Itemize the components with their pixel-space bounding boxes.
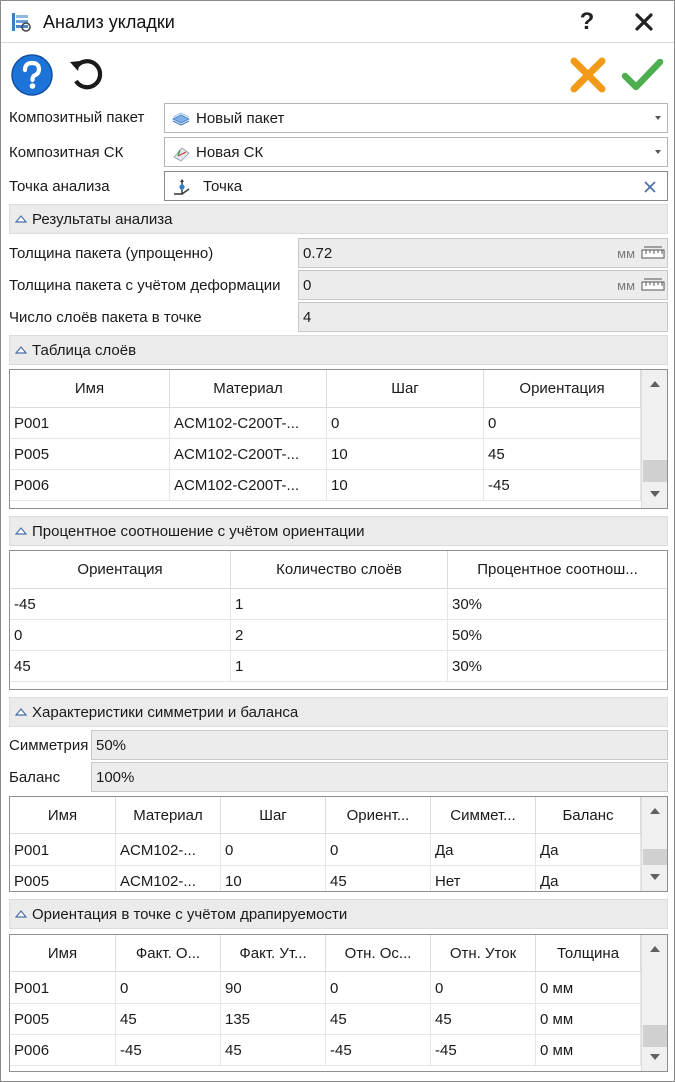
scroll-thumb[interactable] (643, 849, 667, 865)
title-bar (1, 1, 674, 43)
cell-symmetry: Нет (431, 866, 536, 892)
table-row[interactable] (10, 866, 641, 892)
cell-balance: Да (536, 866, 641, 892)
layers-table-title: Таблица слоёв (32, 342, 137, 359)
column-header[interactable]: Факт. Ут... (221, 935, 326, 973)
cell-actual-warp: 45 (116, 1004, 221, 1035)
drape-orientation-table (9, 934, 668, 1072)
refresh-icon[interactable] (65, 53, 109, 97)
scroll-down-icon[interactable] (650, 874, 660, 880)
layers-table (9, 369, 668, 509)
column-header[interactable]: Отн. Уток (431, 935, 536, 973)
table-row[interactable] (10, 1004, 641, 1035)
cell-orientation: -45 (484, 470, 641, 501)
column-header[interactable]: Ориент... (326, 797, 431, 835)
ok-icon[interactable] (620, 53, 664, 97)
thickness-deform-field (298, 270, 668, 300)
table-row[interactable] (10, 620, 667, 651)
symmetry-label: Симметрия (9, 737, 89, 754)
composite-pack-value: Новый пакет (196, 110, 285, 127)
column-header[interactable]: Ориентация (484, 370, 641, 408)
cell-orientation: 0 (10, 620, 231, 651)
cell-actual-warp: -45 (116, 1035, 221, 1066)
chevron-down-icon[interactable] (655, 150, 661, 154)
column-header[interactable]: Симмет... (431, 797, 536, 835)
cell-relative-warp: -45 (326, 1035, 431, 1066)
symmetry-balance-table (9, 796, 668, 892)
cell-relative-weft: -45 (431, 1035, 536, 1066)
ruler-icon[interactable] (641, 244, 665, 263)
thickness-simple-field (298, 238, 668, 268)
cell-thickness: 0 мм (536, 1004, 641, 1035)
window-title: Анализ укладки (43, 12, 175, 32)
table-row[interactable] (10, 408, 641, 439)
title-help-button[interactable]: ? (579, 8, 595, 35)
table-row[interactable] (10, 651, 667, 682)
table-row[interactable] (10, 973, 641, 1004)
stack-icon (171, 110, 191, 128)
cell-name: P005 (10, 866, 116, 892)
orientation-percent-table (9, 550, 668, 690)
column-header[interactable]: Процентное соотнош... (477, 561, 638, 578)
layer-count-value: 4 (303, 309, 312, 326)
composite-pack-select[interactable] (164, 103, 668, 133)
cell-material: ACM102-C200T-... (170, 470, 327, 501)
scroll-thumb[interactable] (643, 460, 667, 482)
symmetry-balance-section-header[interactable] (9, 697, 668, 727)
column-header[interactable]: Имя (10, 797, 116, 835)
drape-orientation-title: Ориентация в точке с учётом драпируемости (32, 906, 348, 923)
orientation-percent-title: Процентное соотношение с учётом ориентации (32, 523, 365, 540)
collapse-triangle-icon (15, 707, 27, 716)
composite-cs-value: Новая СК (196, 144, 264, 161)
column-header[interactable]: Отн. Ос... (326, 935, 431, 973)
column-header[interactable]: Имя (10, 935, 116, 973)
cell-name: P006 (10, 470, 170, 501)
table-header (10, 551, 667, 589)
scroll-up-icon[interactable] (650, 381, 660, 387)
column-header[interactable]: Баланс (536, 797, 641, 835)
layer-count-field (298, 302, 668, 332)
column-header[interactable]: Факт. О... (116, 935, 221, 973)
cell-material: ACM102-C200T-... (170, 408, 327, 439)
symmetry-balance-title: Характеристики симметрии и баланса (32, 704, 299, 721)
balance-field (91, 762, 668, 792)
cell-name: P005 (10, 1004, 116, 1035)
thickness-simple-value: 0.72 (303, 245, 333, 262)
table-row[interactable] (10, 835, 641, 866)
cell-orientation: 45 (10, 651, 231, 682)
scroll-down-icon[interactable] (650, 491, 660, 497)
cell-material: ACM102-... (116, 866, 221, 892)
help-icon[interactable] (10, 53, 54, 97)
cell-material: ACM102-C200T-... (170, 439, 327, 470)
scroll-up-icon[interactable] (650, 946, 660, 952)
cell-layer-count: 1 (231, 651, 448, 682)
clear-icon[interactable] (643, 180, 657, 194)
results-section-header[interactable] (9, 204, 668, 234)
orientation-percent-section-header[interactable] (9, 516, 668, 546)
cell-name: P001 (10, 408, 170, 439)
cell-actual-weft: 90 (221, 973, 326, 1004)
cell-orientation: 0 (484, 408, 641, 439)
cell-relative-weft: 0 (431, 973, 536, 1004)
analysis-point-field[interactable] (164, 171, 668, 201)
point-icon (171, 178, 193, 196)
column-header[interactable]: Материал (170, 370, 327, 408)
table-header (10, 370, 641, 408)
layer-count-label: Число слоёв пакета в точке (9, 309, 202, 326)
cell-step: 0 (327, 408, 484, 439)
results-section-title: Результаты анализа (32, 211, 173, 228)
close-icon[interactable] (629, 7, 659, 37)
cell-step: 10 (221, 866, 326, 892)
composite-cs-label: Композитная СК (9, 144, 124, 161)
table-header (10, 935, 641, 972)
thickness-deform-unit: мм (617, 278, 635, 293)
column-header[interactable]: Количество слоёв (231, 551, 448, 589)
vertical-scrollbar[interactable] (641, 935, 667, 1071)
column-header[interactable]: Толщина (536, 935, 641, 973)
table-header (10, 797, 641, 834)
collapse-triangle-icon (15, 345, 27, 354)
cell-percent: 50% (452, 627, 483, 644)
chevron-down-icon[interactable] (655, 116, 661, 120)
cell-thickness: 0 мм (536, 973, 641, 1004)
scroll-down-icon[interactable] (650, 1054, 660, 1060)
cell-actual-warp: 0 (116, 973, 221, 1004)
symmetry-field (91, 730, 668, 760)
thickness-simple-label: Толщина пакета (упрощенно) (9, 245, 214, 262)
cell-symmetry: Да (431, 835, 536, 866)
collapse-triangle-icon (15, 214, 27, 223)
cell-name: P005 (10, 439, 170, 470)
cell-relative-weft: 45 (431, 1004, 536, 1035)
scroll-thumb[interactable] (643, 1025, 667, 1047)
scroll-up-icon[interactable] (650, 808, 660, 814)
cell-name: P001 (10, 835, 116, 866)
thickness-deform-value: 0 (303, 277, 312, 294)
thickness-deform-label: Толщина пакета с учётом деформации (9, 277, 281, 294)
composite-cs-select[interactable] (164, 137, 668, 167)
ruler-icon[interactable] (641, 276, 665, 295)
analysis-point-value: Точка (203, 178, 243, 195)
coordinate-system-icon (171, 144, 191, 162)
vertical-scrollbar[interactable] (641, 797, 667, 891)
cell-orientation: -45 (10, 589, 231, 620)
cell-thickness: 0 мм (536, 1035, 641, 1066)
column-header[interactable]: Шаг (221, 797, 326, 835)
thickness-simple-unit: мм (617, 246, 635, 261)
cell-balance: Да (536, 835, 641, 866)
cell-step: 10 (327, 470, 484, 501)
table-row[interactable] (10, 439, 641, 470)
cell-layer-count: 1 (231, 589, 448, 620)
cell-material: ACM102-... (116, 835, 221, 866)
composite-pack-label: Композитный пакет (9, 109, 145, 126)
collapse-triangle-icon (15, 526, 27, 535)
cell-relative-warp: 45 (326, 1004, 431, 1035)
balance-value: 100% (96, 769, 135, 786)
cell-percent: 30% (452, 596, 483, 613)
column-header[interactable]: Материал (116, 797, 221, 835)
layers-table-section-header[interactable] (9, 335, 668, 365)
vertical-scrollbar[interactable] (641, 370, 667, 508)
cancel-icon[interactable] (566, 53, 610, 97)
cell-actual-weft: 45 (221, 1035, 326, 1066)
drape-orientation-section-header[interactable] (9, 899, 668, 929)
cell-step: 10 (327, 439, 484, 470)
balance-label: Баланс (9, 769, 61, 786)
layup-analysis-icon (10, 11, 32, 33)
symmetry-value: 50% (96, 737, 127, 754)
cell-orientation: 45 (326, 866, 431, 892)
cell-name: P001 (10, 973, 116, 1004)
collapse-triangle-icon (15, 909, 27, 918)
column-header[interactable]: Ориентация (10, 551, 231, 589)
cell-layer-count: 2 (231, 620, 448, 651)
cell-orientation: 45 (484, 439, 641, 470)
cell-step: 0 (221, 835, 326, 866)
cell-name: P006 (10, 1035, 116, 1066)
analysis-point-label: Точка анализа (9, 178, 110, 195)
column-header[interactable]: Имя (10, 370, 170, 408)
cell-orientation: 0 (326, 835, 431, 866)
table-row[interactable] (10, 470, 641, 501)
table-row[interactable] (10, 1035, 641, 1066)
cell-relative-warp: 0 (326, 973, 431, 1004)
cell-percent: 30% (452, 658, 483, 675)
column-header[interactable]: Шаг (327, 370, 484, 408)
table-row[interactable] (10, 589, 667, 620)
cell-actual-weft: 135 (221, 1004, 326, 1035)
